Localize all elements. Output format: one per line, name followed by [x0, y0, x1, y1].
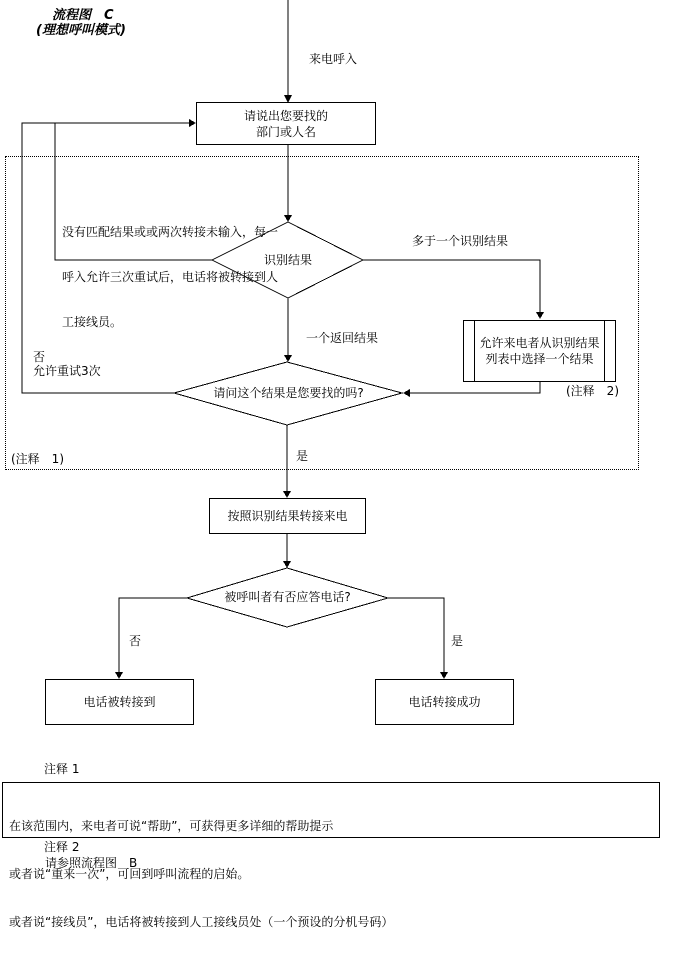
line-branch-multiple	[363, 260, 540, 313]
fail-box	[45, 679, 194, 725]
arrow-into-prompt-left	[189, 119, 196, 127]
prompt-box-line1: 请说出您要找的	[243, 108, 328, 123]
incoming-call-label: 来电呼入	[309, 52, 358, 66]
answer-yes-label: 是	[451, 634, 464, 648]
branch-single-label: 一个返回结果	[306, 331, 379, 345]
arrow-into-select-box	[536, 312, 544, 319]
no-retry-label-line1: 否	[33, 350, 46, 364]
select-box-right-bar	[604, 321, 605, 381]
select-box-line2: 列表中选择一个结果	[485, 352, 594, 366]
confirm-diamond-label: 请问这个结果是您要找的吗?	[213, 386, 364, 400]
note1-reference: (注释 1)	[11, 452, 64, 466]
arrow-into-fail-box	[115, 672, 123, 679]
side-note-line2: 呼入允许三次重试后，电话将被转接到人	[62, 270, 279, 284]
no-retry-label-line2: 允许重试3次	[33, 364, 101, 378]
success-box	[375, 679, 514, 725]
arrow-into-confirm-right	[403, 389, 410, 397]
arrow-into-recognition	[284, 215, 292, 222]
select-box	[463, 320, 616, 382]
select-box-line1: 允许来电者从识别结果	[479, 336, 600, 350]
branch-multiple-label: 多于一个识别结果	[412, 234, 509, 248]
transfer-box-text: 按照识别结果转接来电	[227, 509, 348, 523]
prompt-box-line2: 部门或人名	[255, 124, 316, 139]
answer-no-label: 否	[129, 634, 142, 648]
note1-line1: 在该范围内，来电者可说“帮助”，可获得更多详细的帮助提示	[9, 819, 334, 833]
fail-box-text: 电话被转接到	[83, 695, 156, 709]
note2-heading: 注释 2	[44, 840, 80, 854]
arrow-into-transfer-box	[283, 491, 291, 498]
note1-line2: 或者说“重来一次”，可回到呼叫流程的启始。	[9, 867, 250, 881]
note2-text: 请参照流程图 B	[45, 856, 138, 870]
note1-heading: 注释 1	[44, 762, 80, 776]
arrow-into-confirm-top	[284, 355, 292, 362]
page-title-line2: (理想呼叫模式)	[36, 23, 126, 38]
side-note-line3: 工接线员。	[62, 315, 123, 329]
select-box-left-bar	[474, 321, 475, 381]
line-answer-yes	[388, 598, 444, 672]
success-box-text: 电话转接成功	[408, 695, 481, 709]
note1-line3: 或者说“接线员”，电话将被转接到人工接线员处（一个预设的分机号码）	[9, 915, 394, 929]
prompt-box	[196, 102, 376, 145]
arrow-into-answer-diamond	[283, 561, 291, 568]
recognition-diamond-label: 识别结果	[263, 252, 312, 267]
arrow-into-success-box	[440, 672, 448, 679]
confirm-yes-label: 是	[296, 449, 309, 463]
answer-diamond-label: 被呼叫者有否应答电话?	[224, 590, 351, 604]
side-note-line1: 没有匹配结果或或两次转接未输入，每一	[62, 225, 279, 239]
transfer-box	[209, 498, 366, 534]
line-select-to-confirm	[410, 381, 540, 393]
note2-reference: (注释 2)	[566, 384, 619, 398]
page-title-line1: 流程图 C	[52, 8, 114, 23]
